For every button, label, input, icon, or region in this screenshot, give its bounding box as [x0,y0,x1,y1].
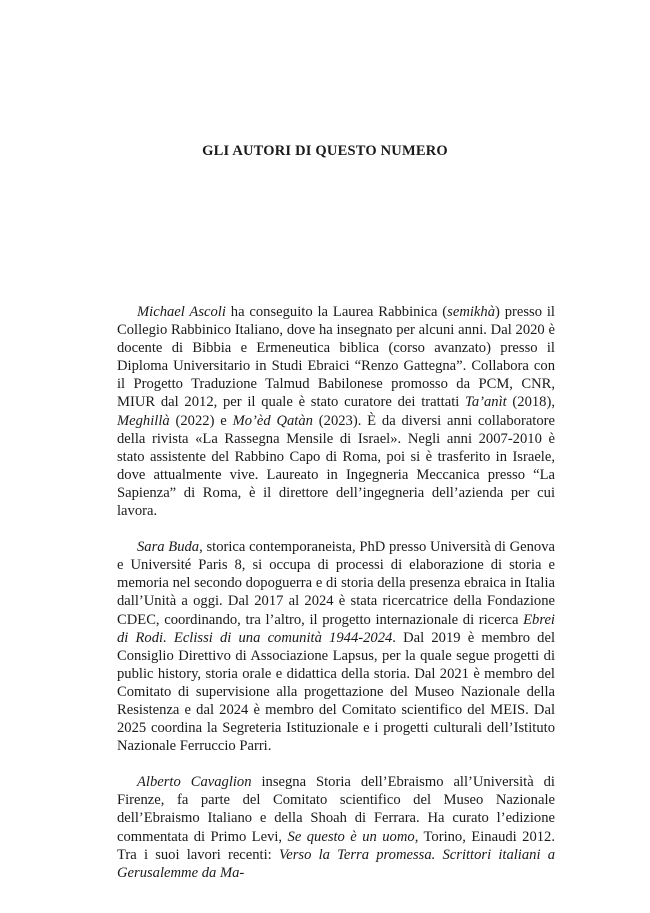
author-bio-buda: Sara Buda, storica contemporaneista, PhD presso Università di Genova e Université Paris 8, si occupa di processi di elaborazione di storia e memoria nel secondo dopoguerra e di storia della presenza ebraica in Italia dall’Unità a oggi. Dal 2017 al 2024 è stata ricercatrice della Fondazione CDEC, coordinando, tra l’altro, il progetto internazionale di ricerca Ebrei di Rodi. Eclissi di una comunità 1944-2024. Dal 2019 è membro del Consiglio Direttivo di Associazione Lapsus, per la quale segue progetti di public history, storia orale e didattica della storia. Dal 2021 è membro del Comitato di supervisione alla progettazione del Museo Nazionale della Resistenza e dal 2024 è membro del Comitato scientifico del MEIS. Dal 2025 coordina la Segreteria Istituzionale e i progetti culturali dell’Istituto Nazionale Ferruccio Parri. [117,539,555,755]
page-heading: GLI AUTORI DI QUESTO NUMERO [202,143,448,159]
author-name: Sara Buda [137,539,200,556]
author-name: Michael Ascoli [137,304,226,320]
author-bios [117,303,555,882]
author-bio-cavaglion: Alberto Cavaglion insegna Storia dell’Ebraismo all’Università di Firenze, fa parte del Comitato scientifico del Museo Nazionale dell’Ebraismo Italiano e della Shoah di Ferrara. Ha curato l’edizione commentata di Primo Levi, Se questo è un uomo, Torino, Einaudi 2012. Tra i suoi lavori recenti: Verso la Terra promessa. Scrittori italiani a Gerusalemme da Ma- [117,774,556,881]
author-name: Alberto Cavaglion [137,774,252,791]
author-bio-ascoli: Michael Ascoli ha conseguito la Laurea Rabbinica (semikhà) presso il Collegio Rabbinico Italiano, dove ha insegnato per alcuni anni. Dal 2020 è docente di Bibbia e Ermeneutica biblica (corso avanzato) presso il Diploma Universitario in Studi Ebraici “Renzo Gattegna”. Collabora con il Progetto Traduzione Talmud Babilonese promosso da PCM, CNR, MIUR dal 2012, per il quale è stato curatore dei trattati Ta’anìt (2018), Meghillà (2022) e Mo’èd Qatàn (2023). È da diversi anni collaboratore della rivista «La Rassegna Mensile di Israel». Negli anni 2007-2010 è stato assistente del Rabbino Capo di Roma, poi si è trasferito in Israele, dove attualmente vive. Laureato in Ingegneria Meccanica presso “La Sapienza” di Roma, è il direttore dell’ingegneria dell’azienda per cui lavora. [117,304,555,520]
